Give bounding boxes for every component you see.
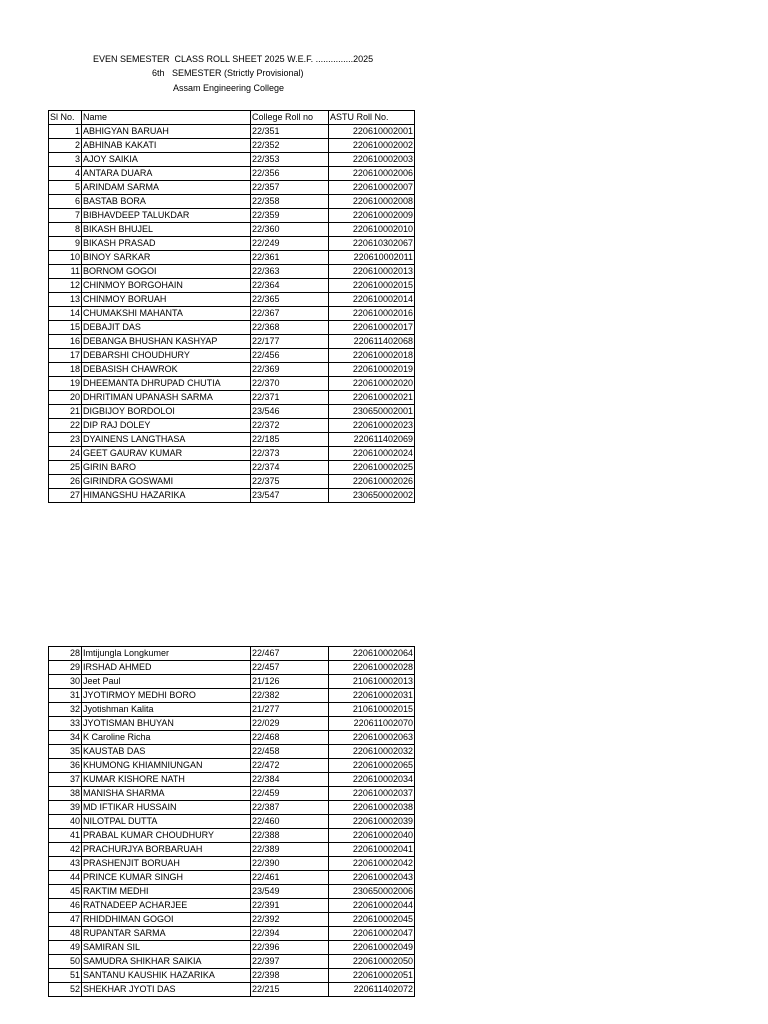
astu-roll-cell: 220610002050 bbox=[329, 955, 415, 969]
astu-roll-cell: 210610002013 bbox=[329, 675, 415, 689]
college-roll-cell: 23/549 bbox=[251, 885, 329, 899]
astu-roll-cell: 220610002042 bbox=[329, 857, 415, 871]
college-roll-cell: 22/472 bbox=[251, 759, 329, 773]
astu-roll-cell: 220610002043 bbox=[329, 871, 415, 885]
table-row bbox=[49, 125, 415, 139]
sl-no-cell: 42 bbox=[49, 843, 82, 857]
student-name-cell: GIRIN BARO bbox=[82, 461, 251, 475]
table-row bbox=[49, 237, 415, 251]
table-row bbox=[49, 801, 415, 815]
sl-no-cell: 30 bbox=[49, 675, 82, 689]
astu-roll-cell: 220610002064 bbox=[329, 647, 415, 661]
college-roll-cell: 22/371 bbox=[251, 391, 329, 405]
student-name-cell: PRABAL KUMAR CHOUDHURY bbox=[82, 829, 251, 843]
student-name-cell: Jyotishman Kalita bbox=[82, 703, 251, 717]
student-name-cell: ARINDAM SARMA bbox=[82, 181, 251, 195]
astu-roll-cell: 220610002044 bbox=[329, 899, 415, 913]
astu-roll-cell: 220610002001 bbox=[329, 125, 415, 139]
sl-no-cell: 39 bbox=[49, 801, 82, 815]
college-roll-cell: 22/177 bbox=[251, 335, 329, 349]
astu-roll-cell: 220610002051 bbox=[329, 969, 415, 983]
student-name-cell: DHEEMANTA DHRUPAD CHUTIA bbox=[82, 377, 251, 391]
student-name-cell: Jeet Paul bbox=[82, 675, 251, 689]
semester-line: 6th SEMESTER (Strictly Provisional) bbox=[152, 68, 304, 78]
college-roll-cell: 22/249 bbox=[251, 237, 329, 251]
sl-no-cell: 34 bbox=[49, 731, 82, 745]
college-roll-cell: 22/185 bbox=[251, 433, 329, 447]
college-roll-cell: 22/459 bbox=[251, 787, 329, 801]
astu-roll-cell: 220611002070 bbox=[329, 717, 415, 731]
student-name-cell: ANTARA DUARA bbox=[82, 167, 251, 181]
sl-no-cell: 16 bbox=[49, 335, 82, 349]
college-roll-cell: 22/461 bbox=[251, 871, 329, 885]
sl-no-cell: 32 bbox=[49, 703, 82, 717]
student-name-cell: SANTANU KAUSHIK HAZARIKA bbox=[82, 969, 251, 983]
sl-no-cell: 21 bbox=[49, 405, 82, 419]
astu-roll-cell: 220611402072 bbox=[329, 983, 415, 997]
college-roll-cell: 22/392 bbox=[251, 913, 329, 927]
table-row bbox=[49, 731, 415, 745]
astu-roll-cell: 230650002001 bbox=[329, 405, 415, 419]
table-row bbox=[49, 689, 415, 703]
college-roll-cell: 22/467 bbox=[251, 647, 329, 661]
sl-no-cell: 38 bbox=[49, 787, 82, 801]
college-roll-cell: 22/363 bbox=[251, 265, 329, 279]
sl-no-cell: 18 bbox=[49, 363, 82, 377]
table-row bbox=[49, 969, 415, 983]
sl-no-cell: 25 bbox=[49, 461, 82, 475]
student-name-cell: SAMUDRA SHIKHAR SAIKIA bbox=[82, 955, 251, 969]
roll-table-1 bbox=[48, 110, 415, 503]
table-row bbox=[49, 955, 415, 969]
student-name-cell: MD IFTIKAR HUSSAIN bbox=[82, 801, 251, 815]
table-row bbox=[49, 139, 415, 153]
sl-no-cell: 50 bbox=[49, 955, 82, 969]
astu-roll-cell: 220610002045 bbox=[329, 913, 415, 927]
astu-roll-cell: 220610002031 bbox=[329, 689, 415, 703]
table-row bbox=[49, 675, 415, 689]
college-roll-cell: 22/370 bbox=[251, 377, 329, 391]
student-name-cell: HIMANGSHU HAZARIKA bbox=[82, 489, 251, 503]
student-name-cell: PRINCE KUMAR SINGH bbox=[82, 871, 251, 885]
sl-no-cell: 20 bbox=[49, 391, 82, 405]
student-name-cell: GEET GAURAV KUMAR bbox=[82, 447, 251, 461]
student-name-cell: DEBAJIT DAS bbox=[82, 321, 251, 335]
astu-roll-cell: 220610002009 bbox=[329, 209, 415, 223]
college-roll-cell: 22/359 bbox=[251, 209, 329, 223]
college-roll-cell: 22/396 bbox=[251, 941, 329, 955]
college-roll-cell: 22/384 bbox=[251, 773, 329, 787]
astu-roll-cell: 220610002015 bbox=[329, 279, 415, 293]
college-roll-cell: 22/457 bbox=[251, 661, 329, 675]
sl-no-cell: 10 bbox=[49, 251, 82, 265]
astu-roll-cell: 220610002047 bbox=[329, 927, 415, 941]
astu-roll-cell: 220610002007 bbox=[329, 181, 415, 195]
college-roll-cell: 22/372 bbox=[251, 419, 329, 433]
astu-roll-cell: 220611402068 bbox=[329, 335, 415, 349]
student-name-cell: KUMAR KISHORE NATH bbox=[82, 773, 251, 787]
college-roll-cell: 22/397 bbox=[251, 955, 329, 969]
table-row bbox=[49, 195, 415, 209]
sl-no-cell: 15 bbox=[49, 321, 82, 335]
sl-no-cell: 29 bbox=[49, 661, 82, 675]
student-name-cell: BASTAB BORA bbox=[82, 195, 251, 209]
roll-table-2-body bbox=[49, 647, 415, 997]
college-roll-cell: 22/375 bbox=[251, 475, 329, 489]
college-roll-cell: 22/460 bbox=[251, 815, 329, 829]
table-row bbox=[49, 871, 415, 885]
sl-no-cell: 3 bbox=[49, 153, 82, 167]
sl-no-cell: 33 bbox=[49, 717, 82, 731]
astu-roll-cell: 220611402069 bbox=[329, 433, 415, 447]
college-roll-cell: 22/458 bbox=[251, 745, 329, 759]
sl-no-cell: 17 bbox=[49, 349, 82, 363]
college-roll-cell: 22/360 bbox=[251, 223, 329, 237]
student-name-cell: GIRINDRA GOSWAMI bbox=[82, 475, 251, 489]
student-name-cell: SAMIRAN SIL bbox=[82, 941, 251, 955]
student-name-cell: DEBARSHI CHOUDHURY bbox=[82, 349, 251, 363]
table-row bbox=[49, 983, 415, 997]
astu-roll-cell: 230650002002 bbox=[329, 489, 415, 503]
astu-roll-cell: 220610002003 bbox=[329, 153, 415, 167]
student-name-cell: IRSHAD AHMED bbox=[82, 661, 251, 675]
student-name-cell: RUPANTAR SARMA bbox=[82, 927, 251, 941]
college-roll-cell: 22/353 bbox=[251, 153, 329, 167]
astu-roll-cell: 220610002018 bbox=[329, 349, 415, 363]
sl-no-cell: 12 bbox=[49, 279, 82, 293]
astu-roll-cell: 220610002019 bbox=[329, 363, 415, 377]
student-name-cell: BINOY SARKAR bbox=[82, 251, 251, 265]
sl-no-cell: 2 bbox=[49, 139, 82, 153]
sl-no-cell: 5 bbox=[49, 181, 82, 195]
student-name-cell: BORNOM GOGOI bbox=[82, 265, 251, 279]
student-name-cell: KAUSTAB DAS bbox=[82, 745, 251, 759]
sl-no-cell: 40 bbox=[49, 815, 82, 829]
astu-roll-cell: 220610002008 bbox=[329, 195, 415, 209]
student-name-cell: CHINMOY BORGOHAIN bbox=[82, 279, 251, 293]
table-row bbox=[49, 433, 415, 447]
table-row bbox=[49, 321, 415, 335]
col-header-college-roll: College Roll no bbox=[251, 111, 329, 125]
student-name-cell: AJOY SAIKIA bbox=[82, 153, 251, 167]
table-row bbox=[49, 717, 415, 731]
sl-no-cell: 9 bbox=[49, 237, 82, 251]
college-roll-cell: 22/373 bbox=[251, 447, 329, 461]
college-roll-cell: 22/352 bbox=[251, 139, 329, 153]
college-roll-cell: 22/351 bbox=[251, 125, 329, 139]
astu-roll-cell: 220610002017 bbox=[329, 321, 415, 335]
astu-roll-cell: 220610002024 bbox=[329, 447, 415, 461]
student-name-cell: DIP RAJ DOLEY bbox=[82, 419, 251, 433]
col-header-name: Name bbox=[82, 111, 251, 125]
astu-roll-cell: 220610002065 bbox=[329, 759, 415, 773]
student-name-cell: PRACHURJYA BORBARUAH bbox=[82, 843, 251, 857]
table-row bbox=[49, 475, 415, 489]
college-name: Assam Engineering College bbox=[173, 83, 285, 93]
astu-roll-cell: 220610002002 bbox=[329, 139, 415, 153]
table-row bbox=[49, 745, 415, 759]
table-row bbox=[49, 661, 415, 675]
sl-no-cell: 4 bbox=[49, 167, 82, 181]
table-row bbox=[49, 703, 415, 717]
college-roll-cell: 22/369 bbox=[251, 363, 329, 377]
astu-roll-cell: 220610002038 bbox=[329, 801, 415, 815]
student-name-cell: MANISHA SHARMA bbox=[82, 787, 251, 801]
roll-table-2 bbox=[48, 646, 415, 997]
student-name-cell: DEBASISH CHAWROK bbox=[82, 363, 251, 377]
astu-roll-cell: 220610002025 bbox=[329, 461, 415, 475]
table-row bbox=[49, 829, 415, 843]
sl-no-cell: 41 bbox=[49, 829, 82, 843]
table-row bbox=[49, 773, 415, 787]
college-roll-cell: 23/546 bbox=[251, 405, 329, 419]
sl-no-cell: 49 bbox=[49, 941, 82, 955]
astu-roll-cell: 220610002013 bbox=[329, 265, 415, 279]
sl-no-cell: 37 bbox=[49, 773, 82, 787]
table-row bbox=[49, 251, 415, 265]
sl-no-cell: 45 bbox=[49, 885, 82, 899]
table-row bbox=[49, 759, 415, 773]
sl-no-cell: 24 bbox=[49, 447, 82, 461]
college-roll-cell: 22/374 bbox=[251, 461, 329, 475]
table-row bbox=[49, 279, 415, 293]
table-row bbox=[49, 927, 415, 941]
student-name-cell: K Caroline Richa bbox=[82, 731, 251, 745]
table-row bbox=[49, 647, 415, 661]
student-name-cell: ABHINAB KAKATI bbox=[82, 139, 251, 153]
sl-no-cell: 19 bbox=[49, 377, 82, 391]
astu-roll-cell: 210610002015 bbox=[329, 703, 415, 717]
college-roll-cell: 22/468 bbox=[251, 731, 329, 745]
sl-no-cell: 1 bbox=[49, 125, 82, 139]
astu-roll-cell: 220610002034 bbox=[329, 773, 415, 787]
college-roll-cell: 22/389 bbox=[251, 843, 329, 857]
table-row bbox=[49, 899, 415, 913]
college-roll-cell: 22/398 bbox=[251, 969, 329, 983]
table-header-row bbox=[49, 111, 415, 125]
sl-no-cell: 44 bbox=[49, 871, 82, 885]
college-roll-cell: 22/365 bbox=[251, 293, 329, 307]
student-name-cell: DIGBIJOY BORDOLOI bbox=[82, 405, 251, 419]
student-name-cell: RAKTIM MEDHI bbox=[82, 885, 251, 899]
sl-no-cell: 31 bbox=[49, 689, 82, 703]
table-row bbox=[49, 335, 415, 349]
table-row bbox=[49, 153, 415, 167]
table-row bbox=[49, 447, 415, 461]
student-name-cell: KHUMONG KHIAMNIUNGAN bbox=[82, 759, 251, 773]
college-roll-cell: 22/215 bbox=[251, 983, 329, 997]
table-row bbox=[49, 913, 415, 927]
student-name-cell: PRASHENJIT BORUAH bbox=[82, 857, 251, 871]
college-roll-cell: 22/357 bbox=[251, 181, 329, 195]
astu-roll-cell: 220610002016 bbox=[329, 307, 415, 321]
table-row bbox=[49, 209, 415, 223]
table-row bbox=[49, 377, 415, 391]
sl-no-cell: 26 bbox=[49, 475, 82, 489]
college-roll-cell: 22/387 bbox=[251, 801, 329, 815]
student-name-cell: DYAINENS LANGTHASA bbox=[82, 433, 251, 447]
college-roll-cell: 22/356 bbox=[251, 167, 329, 181]
sl-no-cell: 23 bbox=[49, 433, 82, 447]
sl-no-cell: 8 bbox=[49, 223, 82, 237]
college-roll-cell: 22/390 bbox=[251, 857, 329, 871]
astu-roll-cell: 220610002028 bbox=[329, 661, 415, 675]
astu-roll-cell: 220610002021 bbox=[329, 391, 415, 405]
table-row bbox=[49, 293, 415, 307]
table-row bbox=[49, 349, 415, 363]
sl-no-cell: 27 bbox=[49, 489, 82, 503]
student-name-cell: BIKASH BHUJEL bbox=[82, 223, 251, 237]
college-roll-cell: 22/394 bbox=[251, 927, 329, 941]
sl-no-cell: 22 bbox=[49, 419, 82, 433]
sl-no-cell: 28 bbox=[49, 647, 82, 661]
astu-roll-cell: 220610002010 bbox=[329, 223, 415, 237]
table-row bbox=[49, 181, 415, 195]
astu-roll-cell: 220610002037 bbox=[329, 787, 415, 801]
college-roll-cell: 22/358 bbox=[251, 195, 329, 209]
student-name-cell: DEBANGA BHUSHAN KASHYAP bbox=[82, 335, 251, 349]
table-row bbox=[49, 787, 415, 801]
college-roll-cell: 21/126 bbox=[251, 675, 329, 689]
table-row bbox=[49, 223, 415, 237]
col-header-sl-no: Sl No. bbox=[49, 111, 82, 125]
student-name-cell: JYOTISMAN BHUYAN bbox=[82, 717, 251, 731]
student-name-cell: Imtijungla Longkumer bbox=[82, 647, 251, 661]
student-name-cell: SHEKHAR JYOTI DAS bbox=[82, 983, 251, 997]
astu-roll-cell: 220610002041 bbox=[329, 843, 415, 857]
student-name-cell: DHRITIMAN UPANASH SARMA bbox=[82, 391, 251, 405]
sl-no-cell: 13 bbox=[49, 293, 82, 307]
astu-roll-cell: 220610002039 bbox=[329, 815, 415, 829]
student-name-cell: CHUMAKSHI MAHANTA bbox=[82, 307, 251, 321]
student-name-cell: ABHIGYAN BARUAH bbox=[82, 125, 251, 139]
table-row bbox=[49, 843, 415, 857]
roll-table-1-body bbox=[49, 125, 415, 503]
student-name-cell: BIBHAVDEEP TALUKDAR bbox=[82, 209, 251, 223]
college-roll-cell: 22/364 bbox=[251, 279, 329, 293]
student-name-cell: CHINMOY BORUAH bbox=[82, 293, 251, 307]
table-row bbox=[49, 461, 415, 475]
sheet-title: EVEN SEMESTER CLASS ROLL SHEET 2025 W.E.F. ...............2025 bbox=[93, 54, 374, 64]
table-row bbox=[49, 941, 415, 955]
astu-roll-cell: 220610002023 bbox=[329, 419, 415, 433]
sl-no-cell: 46 bbox=[49, 899, 82, 913]
sl-no-cell: 11 bbox=[49, 265, 82, 279]
sl-no-cell: 35 bbox=[49, 745, 82, 759]
table-row bbox=[49, 405, 415, 419]
sl-no-cell: 48 bbox=[49, 927, 82, 941]
sl-no-cell: 6 bbox=[49, 195, 82, 209]
college-roll-cell: 21/277 bbox=[251, 703, 329, 717]
table-row bbox=[49, 857, 415, 871]
college-roll-cell: 23/547 bbox=[251, 489, 329, 503]
table-row bbox=[49, 265, 415, 279]
sl-no-cell: 7 bbox=[49, 209, 82, 223]
table-row bbox=[49, 363, 415, 377]
table-row bbox=[49, 489, 415, 503]
astu-roll-cell: 220610002040 bbox=[329, 829, 415, 843]
table-row bbox=[49, 885, 415, 899]
astu-roll-cell: 220610002006 bbox=[329, 167, 415, 181]
sl-no-cell: 14 bbox=[49, 307, 82, 321]
astu-roll-cell: 220610002011 bbox=[329, 251, 415, 265]
college-roll-cell: 22/388 bbox=[251, 829, 329, 843]
student-name-cell: BIKASH PRASAD bbox=[82, 237, 251, 251]
astu-roll-cell: 220610302067 bbox=[329, 237, 415, 251]
astu-roll-cell: 220610002063 bbox=[329, 731, 415, 745]
student-name-cell: JYOTIRMOY MEDHI BORO bbox=[82, 689, 251, 703]
college-roll-cell: 22/382 bbox=[251, 689, 329, 703]
table-row bbox=[49, 307, 415, 321]
student-name-cell: RHIDDHIMAN GOGOI bbox=[82, 913, 251, 927]
sl-no-cell: 36 bbox=[49, 759, 82, 773]
college-roll-cell: 22/029 bbox=[251, 717, 329, 731]
college-roll-cell: 22/361 bbox=[251, 251, 329, 265]
col-header-astu-roll: ASTU Roll No. bbox=[329, 111, 415, 125]
astu-roll-cell: 220610002020 bbox=[329, 377, 415, 391]
college-roll-cell: 22/367 bbox=[251, 307, 329, 321]
sl-no-cell: 52 bbox=[49, 983, 82, 997]
astu-roll-cell: 220610002026 bbox=[329, 475, 415, 489]
sl-no-cell: 51 bbox=[49, 969, 82, 983]
student-name-cell: RATNADEEP ACHARJEE bbox=[82, 899, 251, 913]
table-row bbox=[49, 167, 415, 181]
student-name-cell: NILOTPAL DUTTA bbox=[82, 815, 251, 829]
sl-no-cell: 43 bbox=[49, 857, 82, 871]
table-row bbox=[49, 815, 415, 829]
astu-roll-cell: 220610002014 bbox=[329, 293, 415, 307]
college-roll-cell: 22/456 bbox=[251, 349, 329, 363]
table-row bbox=[49, 419, 415, 433]
astu-roll-cell: 220610002049 bbox=[329, 941, 415, 955]
college-roll-cell: 22/391 bbox=[251, 899, 329, 913]
table-row bbox=[49, 391, 415, 405]
astu-roll-cell: 220610002032 bbox=[329, 745, 415, 759]
astu-roll-cell: 230650002006 bbox=[329, 885, 415, 899]
college-roll-cell: 22/368 bbox=[251, 321, 329, 335]
sl-no-cell: 47 bbox=[49, 913, 82, 927]
